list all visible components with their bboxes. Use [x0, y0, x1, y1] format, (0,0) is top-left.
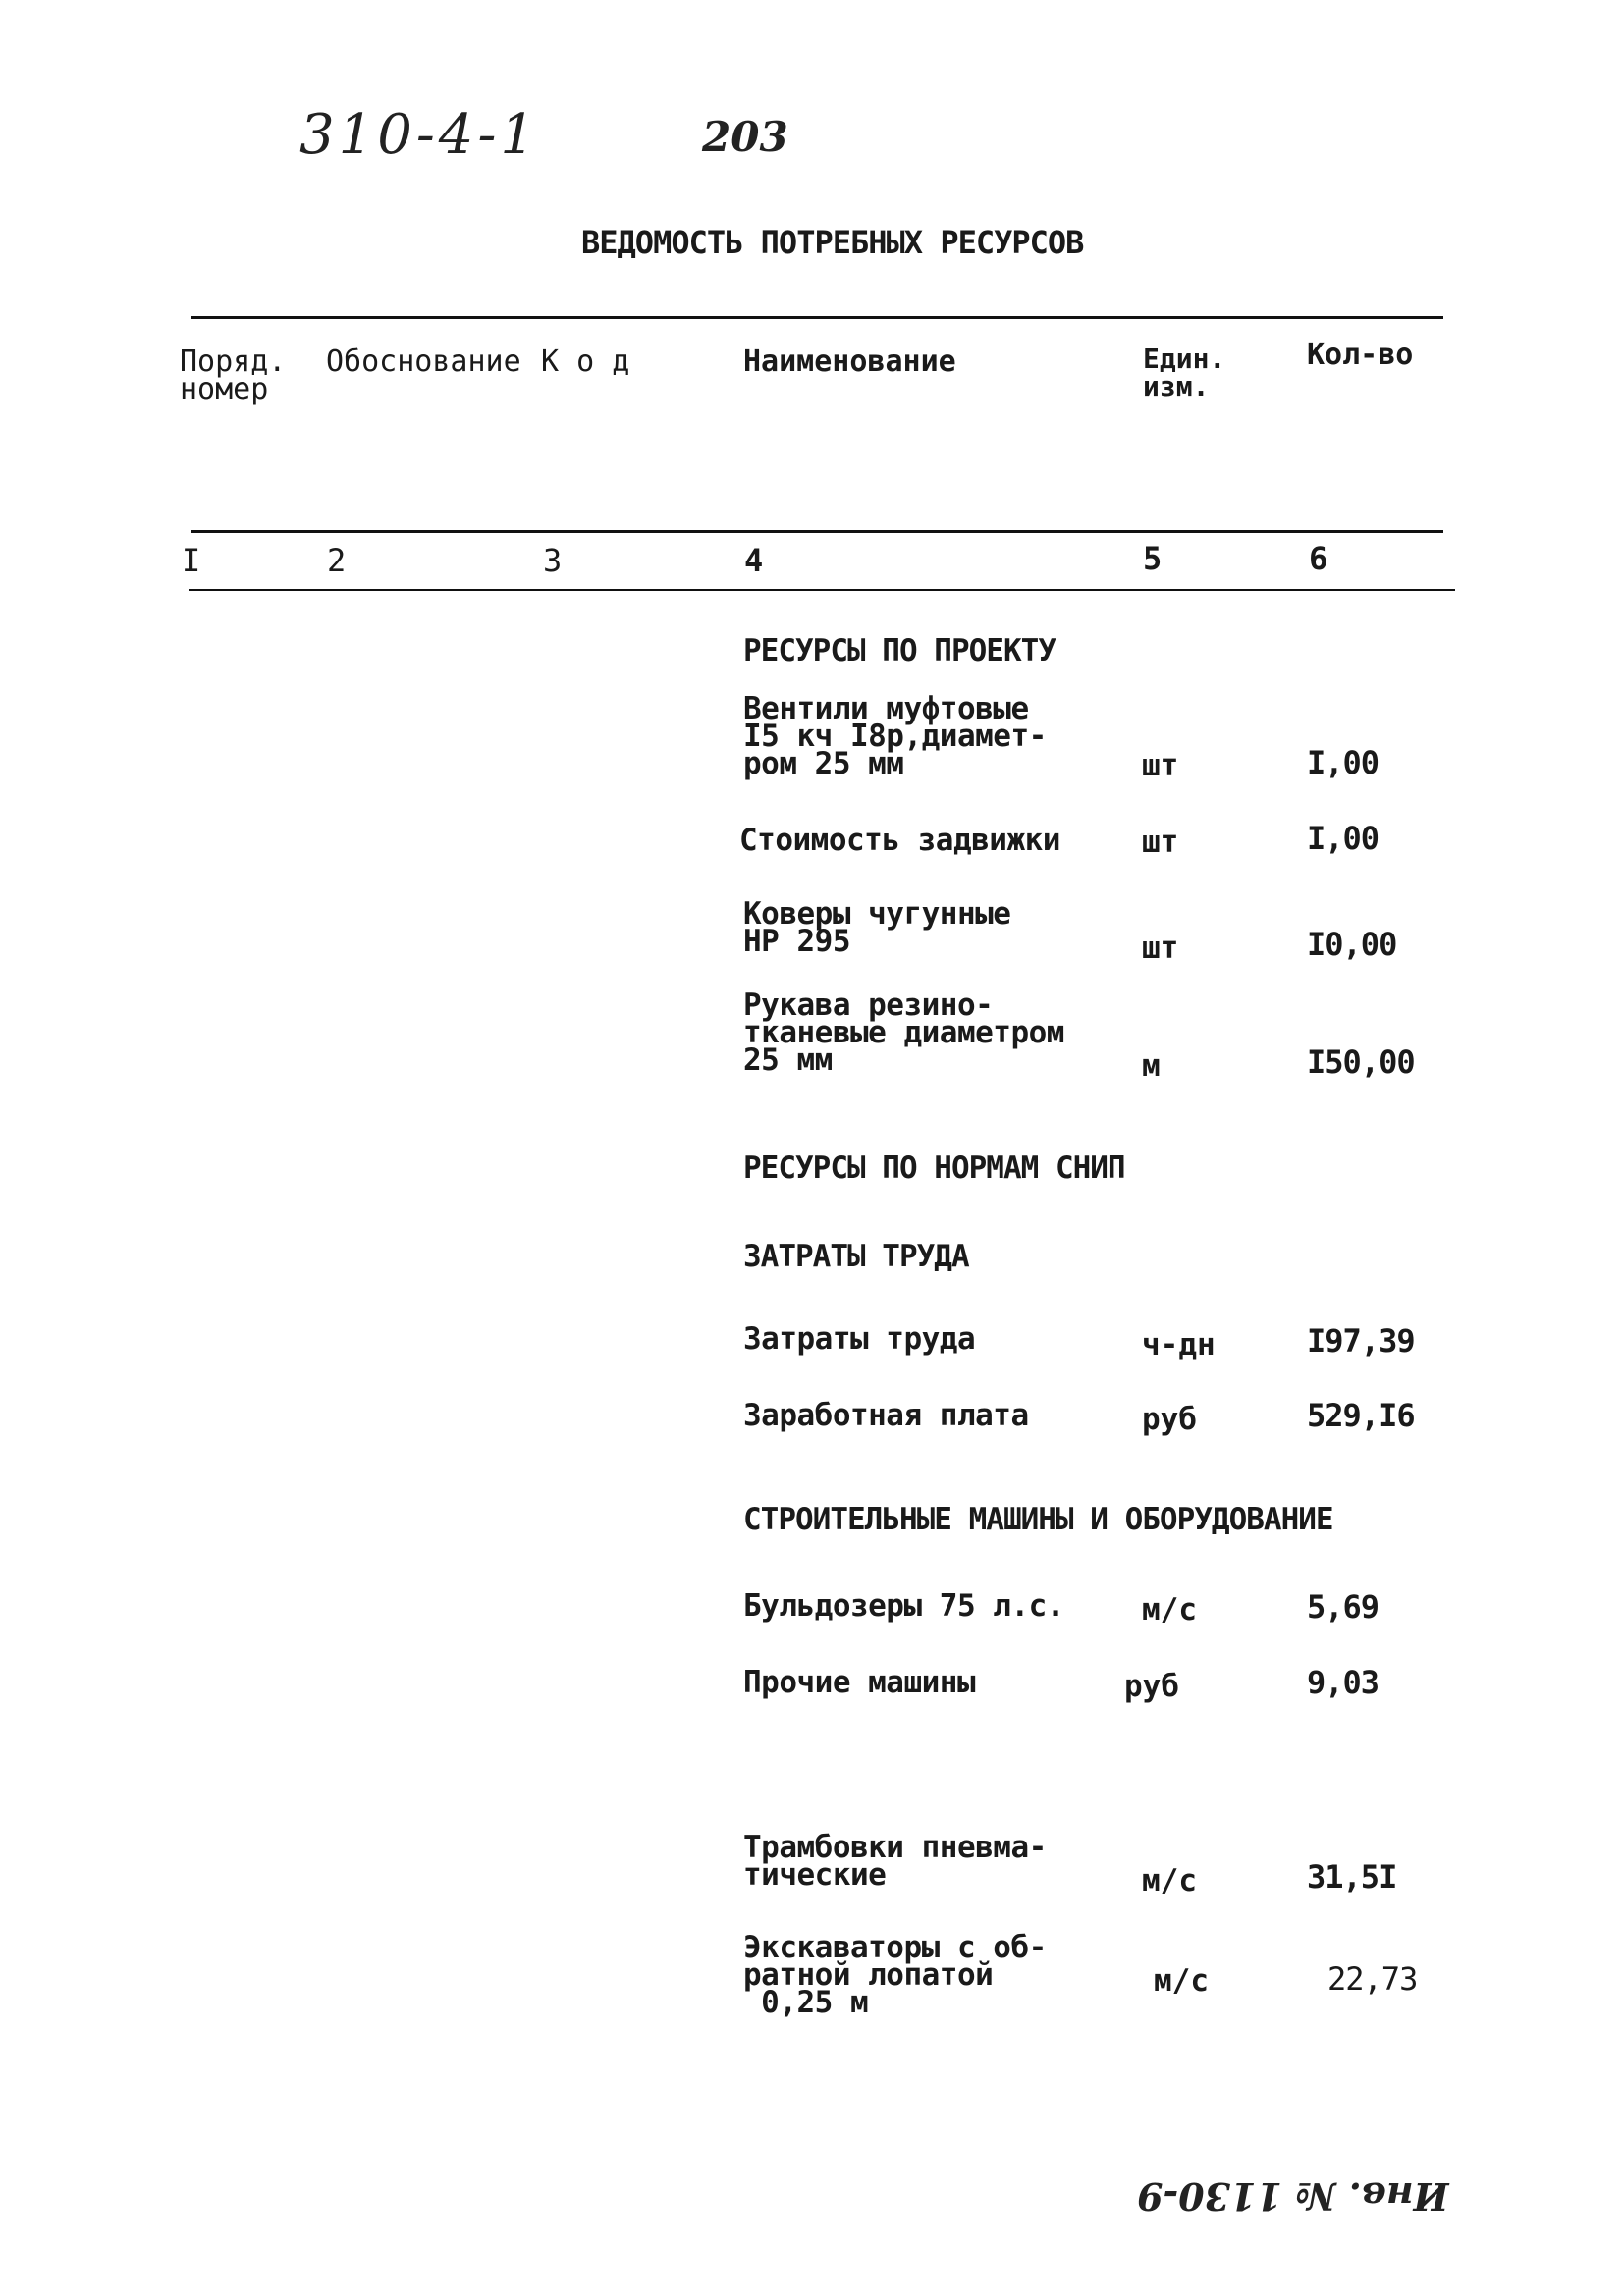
section-construction-machines: СТРОИТЕЛЬНЫЕ МАШИНЫ И ОБОРУДОВАНИЕ: [743, 1502, 1333, 1537]
header-unit: Един. изм.: [1143, 343, 1226, 402]
row-unit-wages: руб: [1142, 1402, 1197, 1437]
row-qty-pneumatic-rammers: 31,5I: [1307, 1858, 1397, 1896]
column-number-5: 5: [1143, 540, 1163, 577]
header-quantity: Кол-во: [1307, 338, 1414, 372]
page-title: ВЕДОМОСТЬ ПОТРЕБНЫХ РЕСУРСОВ: [581, 224, 1084, 261]
row-qty-bulldozers: 5,69: [1307, 1588, 1380, 1626]
row-qty-labor-cost: I97,39: [1307, 1322, 1415, 1360]
row-name-other-machines: Прочие машины: [743, 1665, 976, 1700]
row-name-valves: Вентили муфтовые I5 кч I8р,диамет- ром 25 мм: [743, 691, 1047, 781]
row-qty-cast-iron-covers: I0,00: [1307, 926, 1397, 963]
header-name: Наименование: [743, 345, 956, 379]
row-qty-valves: I,00: [1307, 744, 1380, 781]
header-top-rule: [191, 316, 1443, 319]
row-name-gate-valve-cost: Стоимость задвижки: [739, 823, 1060, 858]
section-snip-resources: РЕСУРСЫ ПО НОРМАМ СНИП: [743, 1150, 1125, 1186]
row-name-rubber-hoses: Рукава резино- тканевые диаметром 25 мм: [743, 988, 1064, 1078]
row-unit-backhoe-excavators: м/с: [1154, 1963, 1209, 1999]
section-project-resources: РЕСУРСЫ ПО ПРОЕКТУ: [743, 633, 1056, 668]
row-name-bulldozers: Бульдозеры 75 л.с.: [743, 1588, 1064, 1624]
row-unit-other-machines: руб: [1124, 1669, 1179, 1704]
row-name-pneumatic-rammers: Трамбовки пневма- тические: [743, 1830, 1047, 1893]
column-number-2: 2: [327, 542, 347, 579]
section-labor: ЗАТРАТЫ ТРУДА: [743, 1239, 969, 1274]
column-number-1: I: [182, 542, 201, 579]
row-name-backhoe-excavators: Экскаваторы с об- ратной лопатой 0,25 м: [743, 1930, 1047, 2020]
row-unit-bulldozers: м/с: [1142, 1592, 1197, 1628]
row-qty-other-machines: 9,03: [1307, 1664, 1380, 1701]
row-name-cast-iron-covers: Коверы чугунные НР 295: [743, 896, 1011, 959]
column-number-3: 3: [543, 542, 563, 579]
row-qty-wages: 529,I6: [1307, 1397, 1415, 1434]
page-number-handwritten: 203: [702, 113, 788, 161]
row-unit-gate-valve-cost: шт: [1142, 825, 1179, 860]
header-code: К о д: [541, 345, 630, 379]
row-qty-rubber-hoses: I50,00: [1307, 1043, 1415, 1081]
header-basis: Обоснование: [326, 345, 521, 379]
doc-code-handwritten: 310-4-1: [299, 103, 539, 167]
row-name-labor-cost: Затраты труда: [743, 1321, 976, 1357]
row-unit-labor-cost: ч-дн: [1142, 1327, 1216, 1362]
header-bottom-rule: [189, 589, 1455, 591]
row-unit-rubber-hoses: м: [1142, 1048, 1161, 1084]
column-number-4: 4: [744, 542, 764, 579]
header-order-number: Поряд. номер: [180, 345, 287, 406]
row-name-wages: Заработная плата: [743, 1398, 1029, 1433]
row-unit-cast-iron-covers: шт: [1142, 931, 1179, 966]
row-qty-backhoe-excavators: 22,73: [1327, 1960, 1418, 1998]
inventory-note-handwritten: Инв. № 1130-9: [1137, 2174, 1449, 2218]
header-middle-rule: [191, 530, 1443, 533]
row-qty-gate-valve-cost: I,00: [1307, 820, 1380, 857]
row-unit-pneumatic-rammers: м/с: [1142, 1863, 1197, 1898]
column-number-6: 6: [1309, 540, 1328, 577]
row-unit-valves: шт: [1142, 748, 1179, 783]
